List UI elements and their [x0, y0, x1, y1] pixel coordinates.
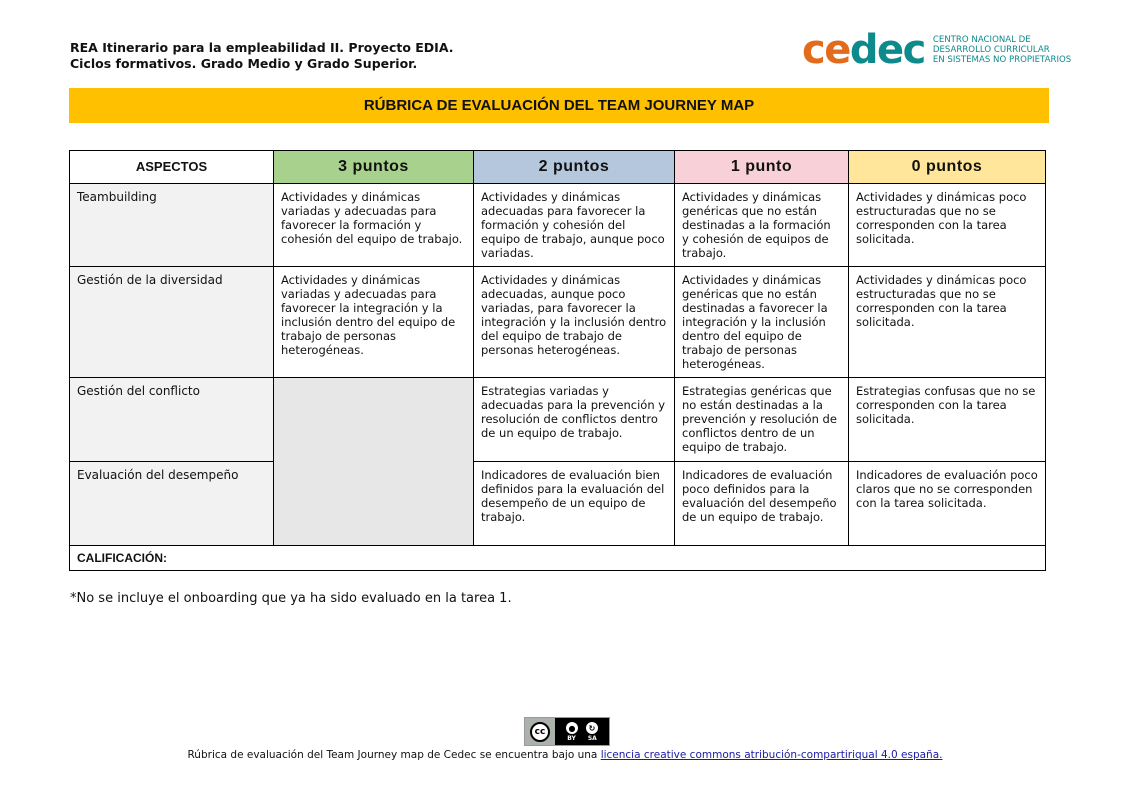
cc-badge-left: [525, 718, 555, 745]
header-3-puntos: 3 puntos: [274, 151, 474, 184]
cc-by-label: BY: [567, 735, 576, 742]
logo-tagline-3: EN SISTEMAS NO PROPIETARIOS: [932, 55, 1072, 65]
table-row: [70, 462, 1046, 546]
header-2-puntos: 2 puntos: [474, 151, 675, 184]
license-link[interactable]: licencia creative commons atribución-compartiriqual 4.0 españa.: [600, 749, 943, 761]
logo-tagline-2: DESARROLLO CURRICULAR: [932, 45, 1050, 55]
calificacion-label: CALIFICACIÓN:: [70, 546, 1046, 571]
aspect-teambuilding: Teambuilding: [70, 184, 274, 267]
cell-3-puntos: Actividades y dinámicas variadas y adecuadas para favorecer la formación y cohesión del equipo de trabajo.: [274, 184, 474, 267]
logo-tagline: [933, 35, 1071, 65]
logo-tagline-1: CENTRO NACIONAL DE: [932, 35, 1031, 45]
header-0-puntos: 0 puntos: [849, 151, 1046, 184]
cell-0-puntos: Estrategias confusas que no se corresponden con la tarea solicitada.: [849, 378, 1046, 462]
cedec-logo: [802, 27, 1072, 73]
logo-word-part1: ce: [802, 27, 850, 73]
rubric-table: [69, 150, 1046, 571]
table-row: [70, 184, 1046, 267]
cc-badge-right: [555, 721, 609, 742]
cell-3-puntos-empty: [274, 378, 474, 546]
by-person-icon: ●: [565, 721, 579, 735]
cell-2-puntos: Actividades y dinámicas adecuadas para favorecer la formación y cohesión del equipo de trabajo, aunque poco variadas.: [474, 184, 675, 267]
cell-3-puntos: Actividades y dinámicas variadas y adecuadas para favorecer la integración y la inclusión dentro del equipo de trabajo de personas heterogéneas.: [274, 267, 474, 378]
header-aspectos: ASPECTOS: [70, 151, 274, 184]
cc-badge-labels: [567, 735, 597, 742]
header-1-punto: 1 punto: [675, 151, 849, 184]
cell-0-puntos: Actividades y dinámicas poco estructuradas que no se corresponden con la tarea solicitada.: [849, 184, 1046, 267]
aspect-evaluacion-desempeno: Evaluación del desempeño: [70, 462, 274, 546]
cc-icon-group: [565, 721, 599, 735]
cell-0-puntos: Actividades y dinámicas poco estructuradas que no se corresponden con la tarea solicitada.: [849, 267, 1046, 378]
cc-icon: cc: [530, 722, 550, 742]
logo-wordmark: [802, 27, 925, 73]
table-row: [70, 378, 1046, 462]
cc-sa-label: SA: [587, 735, 597, 742]
aspect-gestion-diversidad: Gestión de la diversidad: [70, 267, 274, 378]
cell-1-punto: Estrategias genéricas que no están destinadas a la prevención y resolución de conflictos dentro de un equipo de trabajo.: [675, 378, 849, 462]
table-header-row: [70, 151, 1046, 184]
cell-1-punto: Actividades y dinámicas genéricas que no están destinadas a favorecer la integración y la inclusión dentro del equipo de trabajo de personas heterogéneas.: [675, 267, 849, 378]
footnote: *No se incluye el onboarding que ya ha sido evaluado en la tarea 1.: [70, 591, 512, 606]
header-line-1: REA Itinerario para la empleabilidad II. Proyecto EDIA.: [70, 40, 454, 55]
cell-1-punto: Indicadores de evaluación poco definidos para la evaluación del desempeño de un equipo de trabajo.: [675, 462, 849, 546]
cell-2-puntos: Estrategias variadas y adecuadas para la prevención y resolución de conflictos dentro de un equipo de trabajo.: [474, 378, 675, 462]
license-footer: [0, 749, 1124, 761]
logo-word-part2: dec: [849, 27, 925, 73]
cc-license-badge[interactable]: [524, 717, 610, 746]
table-row: [70, 267, 1046, 378]
document-header: [70, 40, 454, 72]
cell-1-punto: Actividades y dinámicas genéricas que no están destinadas a la formación y cohesión de equipos de trabajo.: [675, 184, 849, 267]
sa-share-alike-icon: ↻: [585, 721, 599, 735]
calificacion-row: [70, 546, 1046, 571]
cell-0-puntos: Indicadores de evaluación poco claros que no se corresponden con la tarea solicitada.: [849, 462, 1046, 546]
rubric-title: RÚBRICA DE EVALUACIÓN DEL TEAM JOURNEY MAP: [69, 88, 1049, 123]
license-text: Rúbrica de evaluación del Team Journey map de Cedec se encuentra bajo una: [187, 749, 601, 761]
cell-2-puntos: Indicadores de evaluación bien definidos para la evaluación del desempeño de un equipo de trabajo.: [474, 462, 675, 546]
cell-2-puntos: Actividades y dinámicas adecuadas, aunque poco variadas, para favorecer la integración y la inclusión dentro del equipo de trabajo de personas heterogéneas.: [474, 267, 675, 378]
aspect-gestion-conflicto: Gestión del conflicto: [70, 378, 274, 462]
header-line-2: Ciclos formativos. Grado Medio y Grado Superior.: [70, 56, 418, 71]
